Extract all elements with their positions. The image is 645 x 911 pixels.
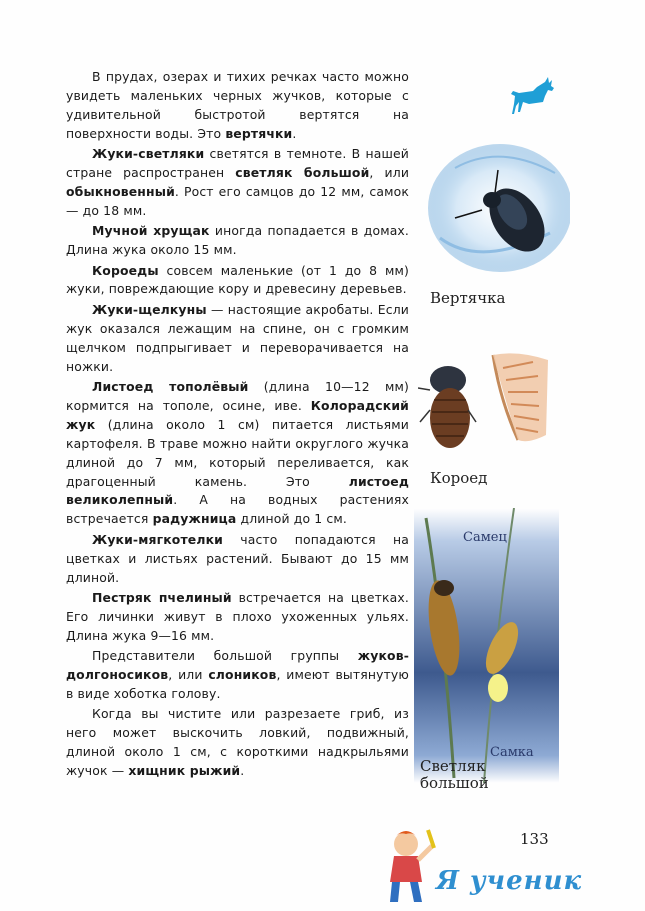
bold-term: Пестряк пчелиный (92, 589, 232, 605)
text-run: Когда вы чистите или разрезаете гриб, из него может выскочить ловкий, подвижный, длиной около 1 см, с короткими надкрыльями жучок — (66, 706, 409, 779)
text-run: иногда попадается в домах. Длина жука около 15 мм. (66, 223, 410, 258)
bold-term: Жуки-мягкотелки (92, 531, 223, 547)
text-run: . Рост его самцов до 12 мм, самок — до 18 мм. (66, 183, 409, 218)
caption-female: Самка (490, 745, 534, 760)
bold-term: Листоед тополёвый (92, 379, 249, 394)
text-run: длиной до 1 см. (236, 511, 347, 527)
paragraph (66, 262, 409, 300)
caption-whirligig: Вертячка (430, 289, 506, 307)
bark-beetle-illustration (418, 340, 558, 460)
bold-term: светляк большой (235, 165, 370, 181)
bold-term: Короеды (92, 262, 159, 278)
bold-term: радужница (152, 511, 237, 527)
firefly-illustration (414, 508, 559, 783)
paragraph (66, 222, 409, 260)
paragraph (66, 68, 409, 144)
bold-term: хищник рыжий (128, 763, 241, 779)
deer-icon (505, 76, 557, 128)
bold-term: вертячки (225, 125, 293, 141)
whirligig-illustration (420, 138, 570, 278)
watermark-logo-text: Я ученик (436, 866, 583, 896)
text-run: — настоящие акробаты. Если жук оказался лежащим на спине, он с громким щелчком подпрыгивает и переворачивается на ножки. (66, 301, 409, 374)
caption-firefly-line2: большой (420, 774, 489, 792)
text-run: , или (168, 667, 209, 683)
text-run: (длина 10—12 мм) кормится на тополе, осине, иве. (66, 379, 410, 413)
paragraph (66, 531, 409, 588)
page-number: 133 (520, 830, 549, 848)
bold-term: Мучной хрущак (92, 223, 210, 239)
text-run: часто попадаются на цветках и листьях растений. Бывают до 15 мм длиной. (66, 531, 409, 585)
text-run: совсем маленькие (от 1 до 8 мм) жуки, повреждающие кору и древесину деревьев. (66, 262, 409, 297)
paragraph (66, 647, 409, 704)
paragraph (66, 301, 409, 377)
paragraph (66, 378, 409, 529)
text-run: Представители большой группы (92, 648, 358, 664)
bold-term: жуков-долгоносиков (66, 648, 409, 683)
text-run: . А на водных растениях встречается (66, 492, 409, 527)
text-run: В прудах, озерах и тихих речках часто можно увидеть маленьких черных жучков, которые с удивительной быстротой вертятся на поверхности воды. Это (66, 69, 409, 141)
text-run: (длина около 1 см) питается листьями картофеля. В траве можно найти округлого жучка длиной до 7 мм, который переливается, как драгоценный камень. Это (66, 416, 409, 489)
caption-firefly-line1: Светляк (420, 757, 486, 775)
bold-term: Жуки-щелкуны (92, 301, 207, 317)
text-run: . (292, 125, 297, 141)
caption-male: Самец (463, 530, 507, 545)
paragraph (66, 145, 409, 221)
bold-term: Колорадский жук (66, 397, 409, 432)
text-run: , или (369, 165, 410, 181)
paragraph (66, 589, 409, 646)
text-run: , имеют вытянутую в виде хоботка голову. (66, 667, 409, 701)
main-text-column (66, 68, 409, 783)
bold-term: обыкновенный (66, 183, 175, 199)
bold-term: Жуки-светляки (92, 146, 205, 162)
bold-term: листоед великолепный (66, 473, 409, 508)
caption-bark-beetle: Короед (430, 469, 488, 487)
bold-term: слоников (208, 667, 277, 683)
boy-mascot-icon (378, 826, 438, 906)
text-run: встречается на цветках. Его личинки живут в плохо ухоженных ульях. Длина жука 9—16 мм. (66, 589, 409, 643)
paragraph (66, 705, 409, 781)
text-run: светятся в темноте. В нашей стране распространен (66, 146, 409, 181)
text-run: . (240, 763, 245, 779)
